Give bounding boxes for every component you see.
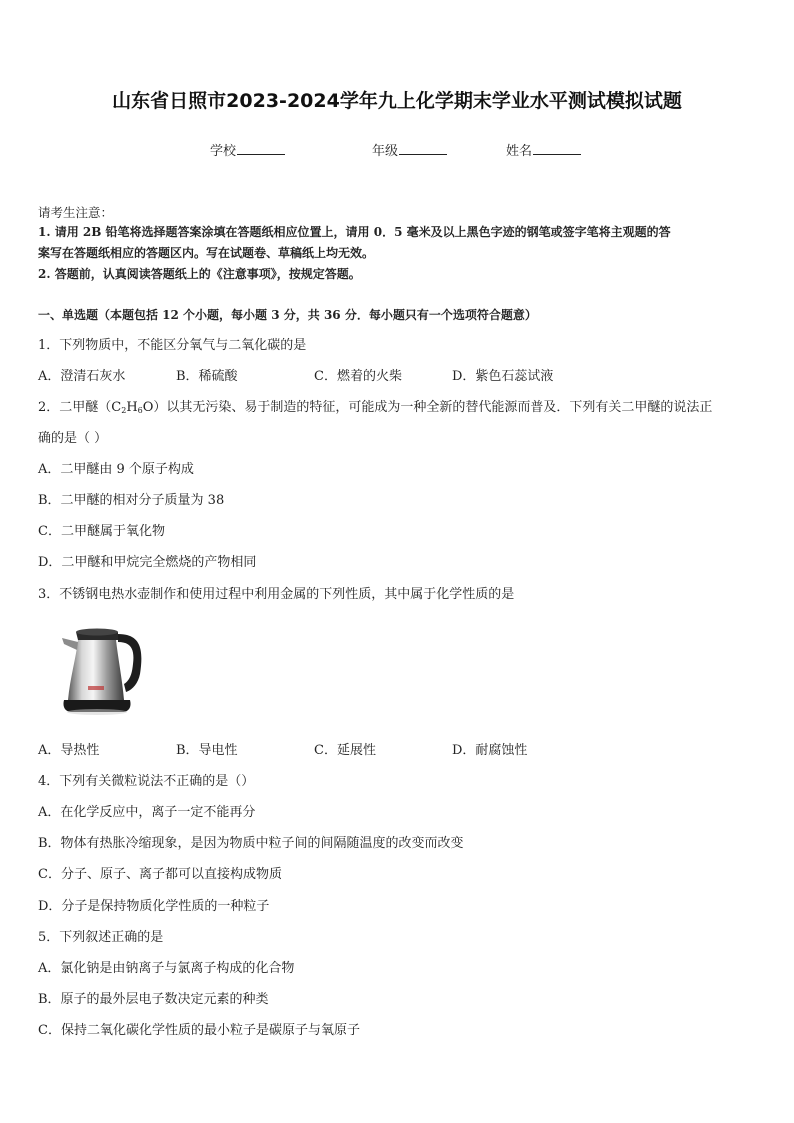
q2-stem-post: O）以其无污染、易于制造的特征，可能成为一种全新的替代能源而普及．下列有关二甲醚的说法正 [142, 400, 713, 415]
notice-line-1a: 1. 请用 2B 铅笔将选择题答案涂填在答题纸相应位置上，请用 0．5 毫米及以上黑色字迹的钢笔或签字笔将主观题的答 [38, 225, 671, 239]
school-field[interactable] [210, 140, 285, 159]
q2-stem-pre: 2．二甲醚（C [38, 400, 122, 415]
q1-option-a[interactable]: A．澄清石灰水 [38, 369, 126, 384]
question-2-stem-cont: 确的是（ ） [38, 431, 108, 446]
q4-option-c[interactable]: C．分子、原子、离子都可以直接构成物质 [38, 867, 282, 882]
question-5-stem: 5．下列叙述正确的是 [38, 930, 164, 945]
question-4-stem: 4．下列有关微粒说法不正确的是（） [38, 774, 255, 789]
q5-option-b[interactable]: B．原子的最外层电子数决定元素的种类 [38, 992, 269, 1007]
grade-blank[interactable] [399, 142, 447, 155]
name-label: 姓名 [506, 144, 533, 159]
name-field[interactable] [506, 140, 581, 159]
q5-option-a[interactable]: A．氯化钠是由钠离子与氯离子构成的化合物 [38, 961, 295, 976]
exam-title: 山东省日照市2023-2024学年九上化学期末学业水平测试模拟试题 [112, 90, 682, 112]
q1-option-c[interactable]: C．燃着的火柴 [314, 369, 402, 384]
q4-option-a[interactable]: A．在化学反应中，离子一定不能再分 [38, 805, 256, 820]
grade-field[interactable] [372, 140, 447, 159]
q2-sub-1: 2 [121, 406, 127, 415]
q2-option-a[interactable]: A．二甲醚由 9 个原子构成 [38, 462, 194, 477]
notice-line-1b: 案写在答题纸相应的答题区内。写在试题卷、草稿纸上均无效。 [38, 246, 375, 260]
q4-option-d[interactable]: D．分子是保持物质化学性质的一种粒子 [38, 899, 270, 914]
q2-sub-2: 6 [137, 406, 143, 415]
q3-option-c[interactable]: C．延展性 [314, 743, 376, 758]
q3-option-d[interactable]: D．耐腐蚀性 [452, 743, 528, 758]
q2-option-c[interactable]: C．二甲醚属于氧化物 [38, 524, 165, 539]
section-heading: 一、单选题（本题包括 12 个小题，每小题 3 分，共 36 分．每小题只有一个选项符合题意） [38, 308, 537, 322]
q2-stem-mid: H [126, 400, 138, 415]
q3-option-a[interactable]: A．导热性 [38, 743, 100, 758]
notice-heading: 请考生注意： [38, 205, 114, 220]
question-1-stem: 1．下列物质中，不能区分氧气与二氧化碳的是 [38, 338, 307, 353]
q2-option-b[interactable]: B．二甲醚的相对分子质量为 38 [38, 493, 225, 508]
q3-option-b[interactable]: B．导电性 [176, 743, 238, 758]
q4-option-b[interactable]: B．物体有热胀冷缩现象，是因为物质中粒子间的间隔随温度的改变而改变 [38, 836, 464, 851]
question-3-stem: 3．不锈钢电热水壶制作和使用过程中利用金属的下列性质，其中属于化学性质的是 [38, 587, 515, 602]
electric-kettle-image [52, 618, 152, 718]
question-2-stem [38, 396, 712, 415]
q1-option-b[interactable]: B．稀硫酸 [176, 369, 238, 384]
q5-option-c[interactable]: C．保持二氧化碳化学性质的最小粒子是碳原子与氧原子 [38, 1023, 360, 1038]
school-blank[interactable] [237, 142, 285, 155]
student-info-fields [0, 140, 794, 160]
q2-option-d[interactable]: D．二甲醚和甲烷完全燃烧的产物相同 [38, 555, 257, 570]
notice-line-2: 2. 答题前，认真阅读答题纸上的《注意事项》，按规定答题。 [38, 267, 361, 281]
name-blank[interactable] [533, 142, 581, 155]
school-label: 学校 [210, 144, 237, 159]
q1-option-d[interactable]: D．紫色石蕊试液 [452, 369, 554, 384]
grade-label: 年级 [372, 144, 399, 159]
